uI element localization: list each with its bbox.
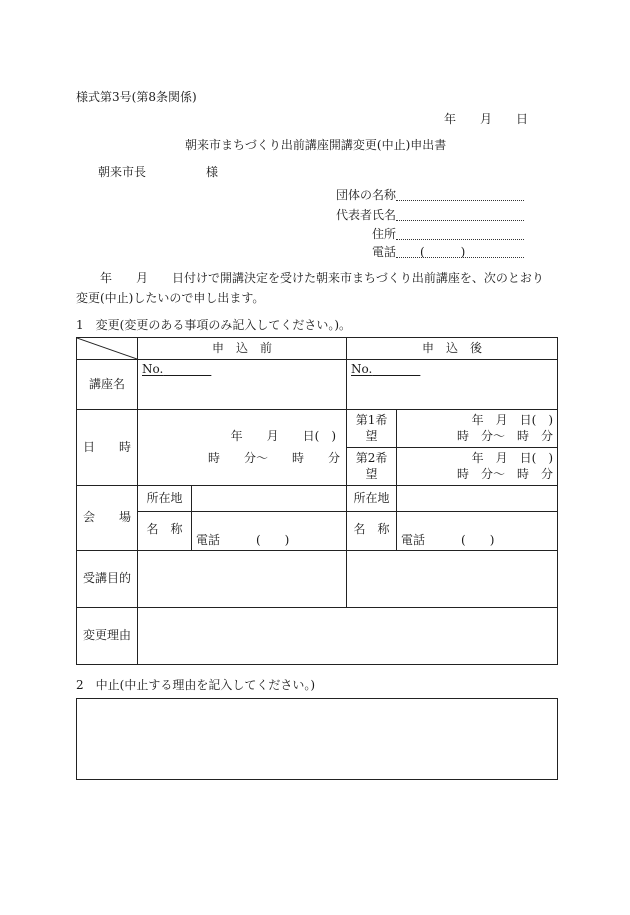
tel-after: 電話 ( ) — [401, 533, 495, 548]
phone-field[interactable] — [396, 257, 524, 258]
phone-paren: ( ) — [420, 245, 466, 259]
row-reason-label: 変更理由 — [77, 608, 138, 665]
first-pref-label: 第1希望 — [347, 410, 397, 448]
form-number: 様式第3号(第8条関係) — [76, 90, 197, 104]
second-pref-date: 年 月 日( ) — [471, 450, 554, 465]
no-label-after: No. — [351, 362, 373, 376]
phone-label: 電話 — [372, 245, 397, 259]
section2-heading: 2 中止(中止する理由を記入してください。) — [76, 678, 315, 692]
location-after-cell[interactable] — [397, 486, 558, 512]
page-title: 朝来市まちづくり出前講座開講変更(中止)申出書 — [185, 138, 447, 152]
name-after-cell[interactable] — [397, 512, 558, 551]
body-text-line2: 変更(中止)したいので申し出ます。 — [76, 291, 265, 305]
name-label-after: 名 称 — [347, 512, 397, 551]
name-before-cell[interactable] — [192, 512, 347, 551]
date-line: 年 月 日 — [444, 112, 529, 126]
course-before-cell[interactable] — [138, 360, 347, 410]
org-name-field[interactable] — [396, 200, 524, 201]
tel-before: 電話 ( ) — [196, 533, 290, 548]
section1-heading: 1 変更(変更のある事項のみ記入してください。)。 — [76, 318, 352, 332]
body-text-line1: 年 月 日付けで開講決定を受けた朝来市まちづくり出前講座を、次のとおり — [76, 271, 544, 285]
col-before-header: 申 込 前 — [138, 338, 347, 360]
first-pref-date: 年 月 日( ) — [471, 412, 554, 427]
row-course-label: 講座名 — [77, 360, 138, 410]
datetime-before-cell[interactable] — [138, 410, 347, 486]
representative-label: 代表者氏名 — [336, 208, 397, 222]
course-after-cell[interactable] — [347, 360, 558, 410]
location-label-before: 所在地 — [138, 486, 192, 512]
cancel-reason-box[interactable] — [76, 698, 558, 780]
before-time: 時 分〜 時 分 — [208, 450, 341, 465]
row-purpose-label: 受講目的 — [77, 551, 138, 608]
address-field[interactable] — [396, 239, 524, 240]
first-pref-time: 時 分〜 時 分 — [457, 428, 554, 443]
purpose-before-cell[interactable] — [138, 551, 347, 608]
first-pref-cell[interactable] — [397, 410, 558, 448]
org-name-label: 団体の名称 — [336, 188, 397, 202]
col-after-header: 申 込 後 — [347, 338, 558, 360]
reason-cell[interactable] — [138, 608, 558, 665]
header-diagonal-cell — [77, 338, 138, 360]
address-label: 住所 — [372, 227, 397, 241]
location-label-after: 所在地 — [347, 486, 397, 512]
location-before-cell[interactable] — [192, 486, 347, 512]
change-table — [76, 337, 558, 665]
row-datetime-label: 日 時 — [77, 410, 138, 486]
second-pref-time: 時 分〜 時 分 — [457, 466, 554, 481]
addressee: 朝来市長 様 — [98, 165, 219, 179]
name-label-before: 名 称 — [138, 512, 192, 551]
row-venue-label: 会 場 — [77, 486, 138, 551]
second-pref-cell[interactable] — [397, 448, 558, 486]
purpose-after-cell[interactable] — [347, 551, 558, 608]
second-pref-label: 第2希望 — [347, 448, 397, 486]
representative-field[interactable] — [396, 220, 524, 221]
before-date: 年 月 日( ) — [230, 428, 337, 443]
no-label-before: No. — [142, 362, 164, 376]
